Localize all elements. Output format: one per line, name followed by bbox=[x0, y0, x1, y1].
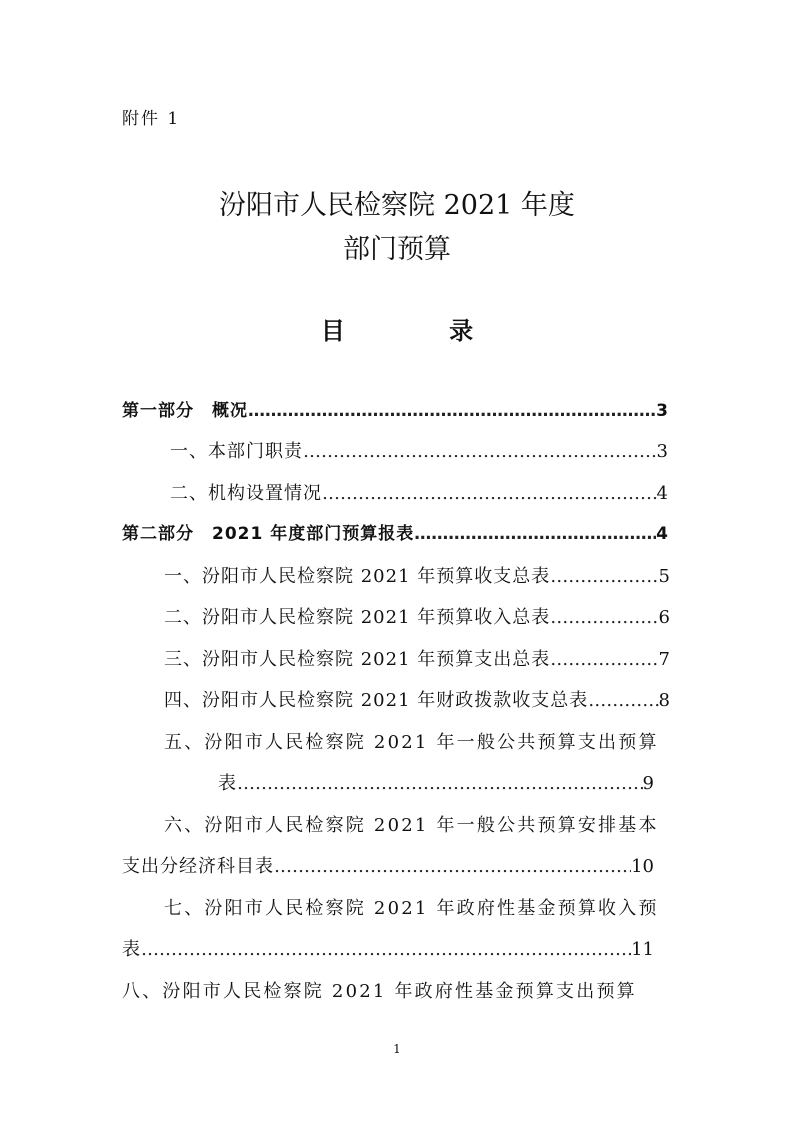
toc-leader bbox=[588, 690, 658, 711]
toc-item-expenditure-summary[interactable] bbox=[164, 645, 670, 675]
toc-page: 3 bbox=[656, 441, 668, 462]
toc-heading: 目 录 bbox=[320, 316, 522, 345]
toc-label: 二、机构设置情况 bbox=[170, 483, 322, 504]
toc-page: 11 bbox=[631, 939, 654, 960]
toc-label: 一、汾阳市人民检察院 2021 年预算收支总表 bbox=[164, 566, 551, 587]
toc-leader bbox=[237, 773, 643, 794]
page-number: 1 bbox=[393, 1042, 401, 1056]
toc-leader bbox=[274, 856, 631, 877]
toc-item-fiscal-allocation[interactable] bbox=[164, 686, 670, 716]
toc-leader bbox=[248, 401, 656, 421]
toc-label: 四、汾阳市人民检察院 2021 年财政拨款收支总表 bbox=[164, 690, 589, 711]
toc-label: 表 bbox=[122, 939, 141, 960]
toc-page: 10 bbox=[631, 856, 654, 877]
toc-leader bbox=[414, 524, 656, 544]
toc-leader bbox=[550, 607, 658, 628]
toc-leader bbox=[303, 441, 657, 462]
toc-page: 6 bbox=[658, 607, 670, 628]
toc-page: 7 bbox=[658, 649, 670, 670]
toc-page: 3 bbox=[656, 401, 668, 421]
toc-label: 第二部分 2021 年度部门预算报表 bbox=[122, 524, 415, 544]
toc-leader bbox=[141, 939, 631, 960]
toc-item-org-setup[interactable] bbox=[170, 479, 668, 509]
toc-item-gov-fund-expenditure[interactable]: 八、汾阳市人民检察院 2021 年政府性基金预算支出预算 bbox=[122, 981, 637, 1002]
toc-label: 表 bbox=[218, 773, 237, 794]
toc-item-basic-expenditure-cont[interactable] bbox=[122, 852, 654, 882]
toc-item-basic-expenditure[interactable]: 六、汾阳市人民检察院 2021 年一般公共预算安排基本 bbox=[164, 815, 659, 836]
toc-page: 5 bbox=[658, 566, 670, 587]
toc-page: 8 bbox=[658, 690, 670, 711]
toc-item-gov-fund-revenue[interactable]: 七、汾阳市人民检察院 2021 年政府性基金预算收入预 bbox=[164, 898, 659, 919]
toc-page: 4 bbox=[656, 524, 668, 544]
toc-page: 9 bbox=[642, 773, 654, 794]
toc-item-revenue-summary[interactable] bbox=[164, 603, 670, 633]
toc-item-dept-duties[interactable] bbox=[170, 437, 668, 467]
toc-label: 支出分经济科目表 bbox=[122, 856, 274, 877]
toc-leader bbox=[322, 483, 657, 504]
toc-part1[interactable] bbox=[122, 396, 668, 426]
toc-label: 第一部分 概况 bbox=[122, 401, 248, 421]
toc-page: 4 bbox=[656, 483, 668, 504]
toc-label: 一、本部门职责 bbox=[170, 441, 303, 462]
toc-item-gov-fund-revenue-cont[interactable] bbox=[122, 935, 654, 965]
toc-part2[interactable] bbox=[122, 519, 668, 549]
toc-label: 三、汾阳市人民检察院 2021 年预算支出总表 bbox=[164, 649, 551, 670]
document-subtitle: 部门预算 bbox=[343, 234, 451, 265]
toc-item-general-public-expenditure[interactable]: 五、汾阳市人民检察院 2021 年一般公共预算支出预算 bbox=[164, 732, 659, 753]
toc-label: 二、汾阳市人民检察院 2021 年预算收入总表 bbox=[164, 607, 551, 628]
toc-leader bbox=[550, 566, 658, 587]
document-title: 汾阳市人民检察院 2021 年度 bbox=[219, 190, 575, 221]
attachment-label: 附件 1 bbox=[122, 109, 181, 129]
toc-item-budget-summary[interactable] bbox=[164, 562, 670, 592]
toc-leader bbox=[550, 649, 658, 670]
toc-item-general-public-expenditure-cont[interactable] bbox=[218, 769, 654, 799]
